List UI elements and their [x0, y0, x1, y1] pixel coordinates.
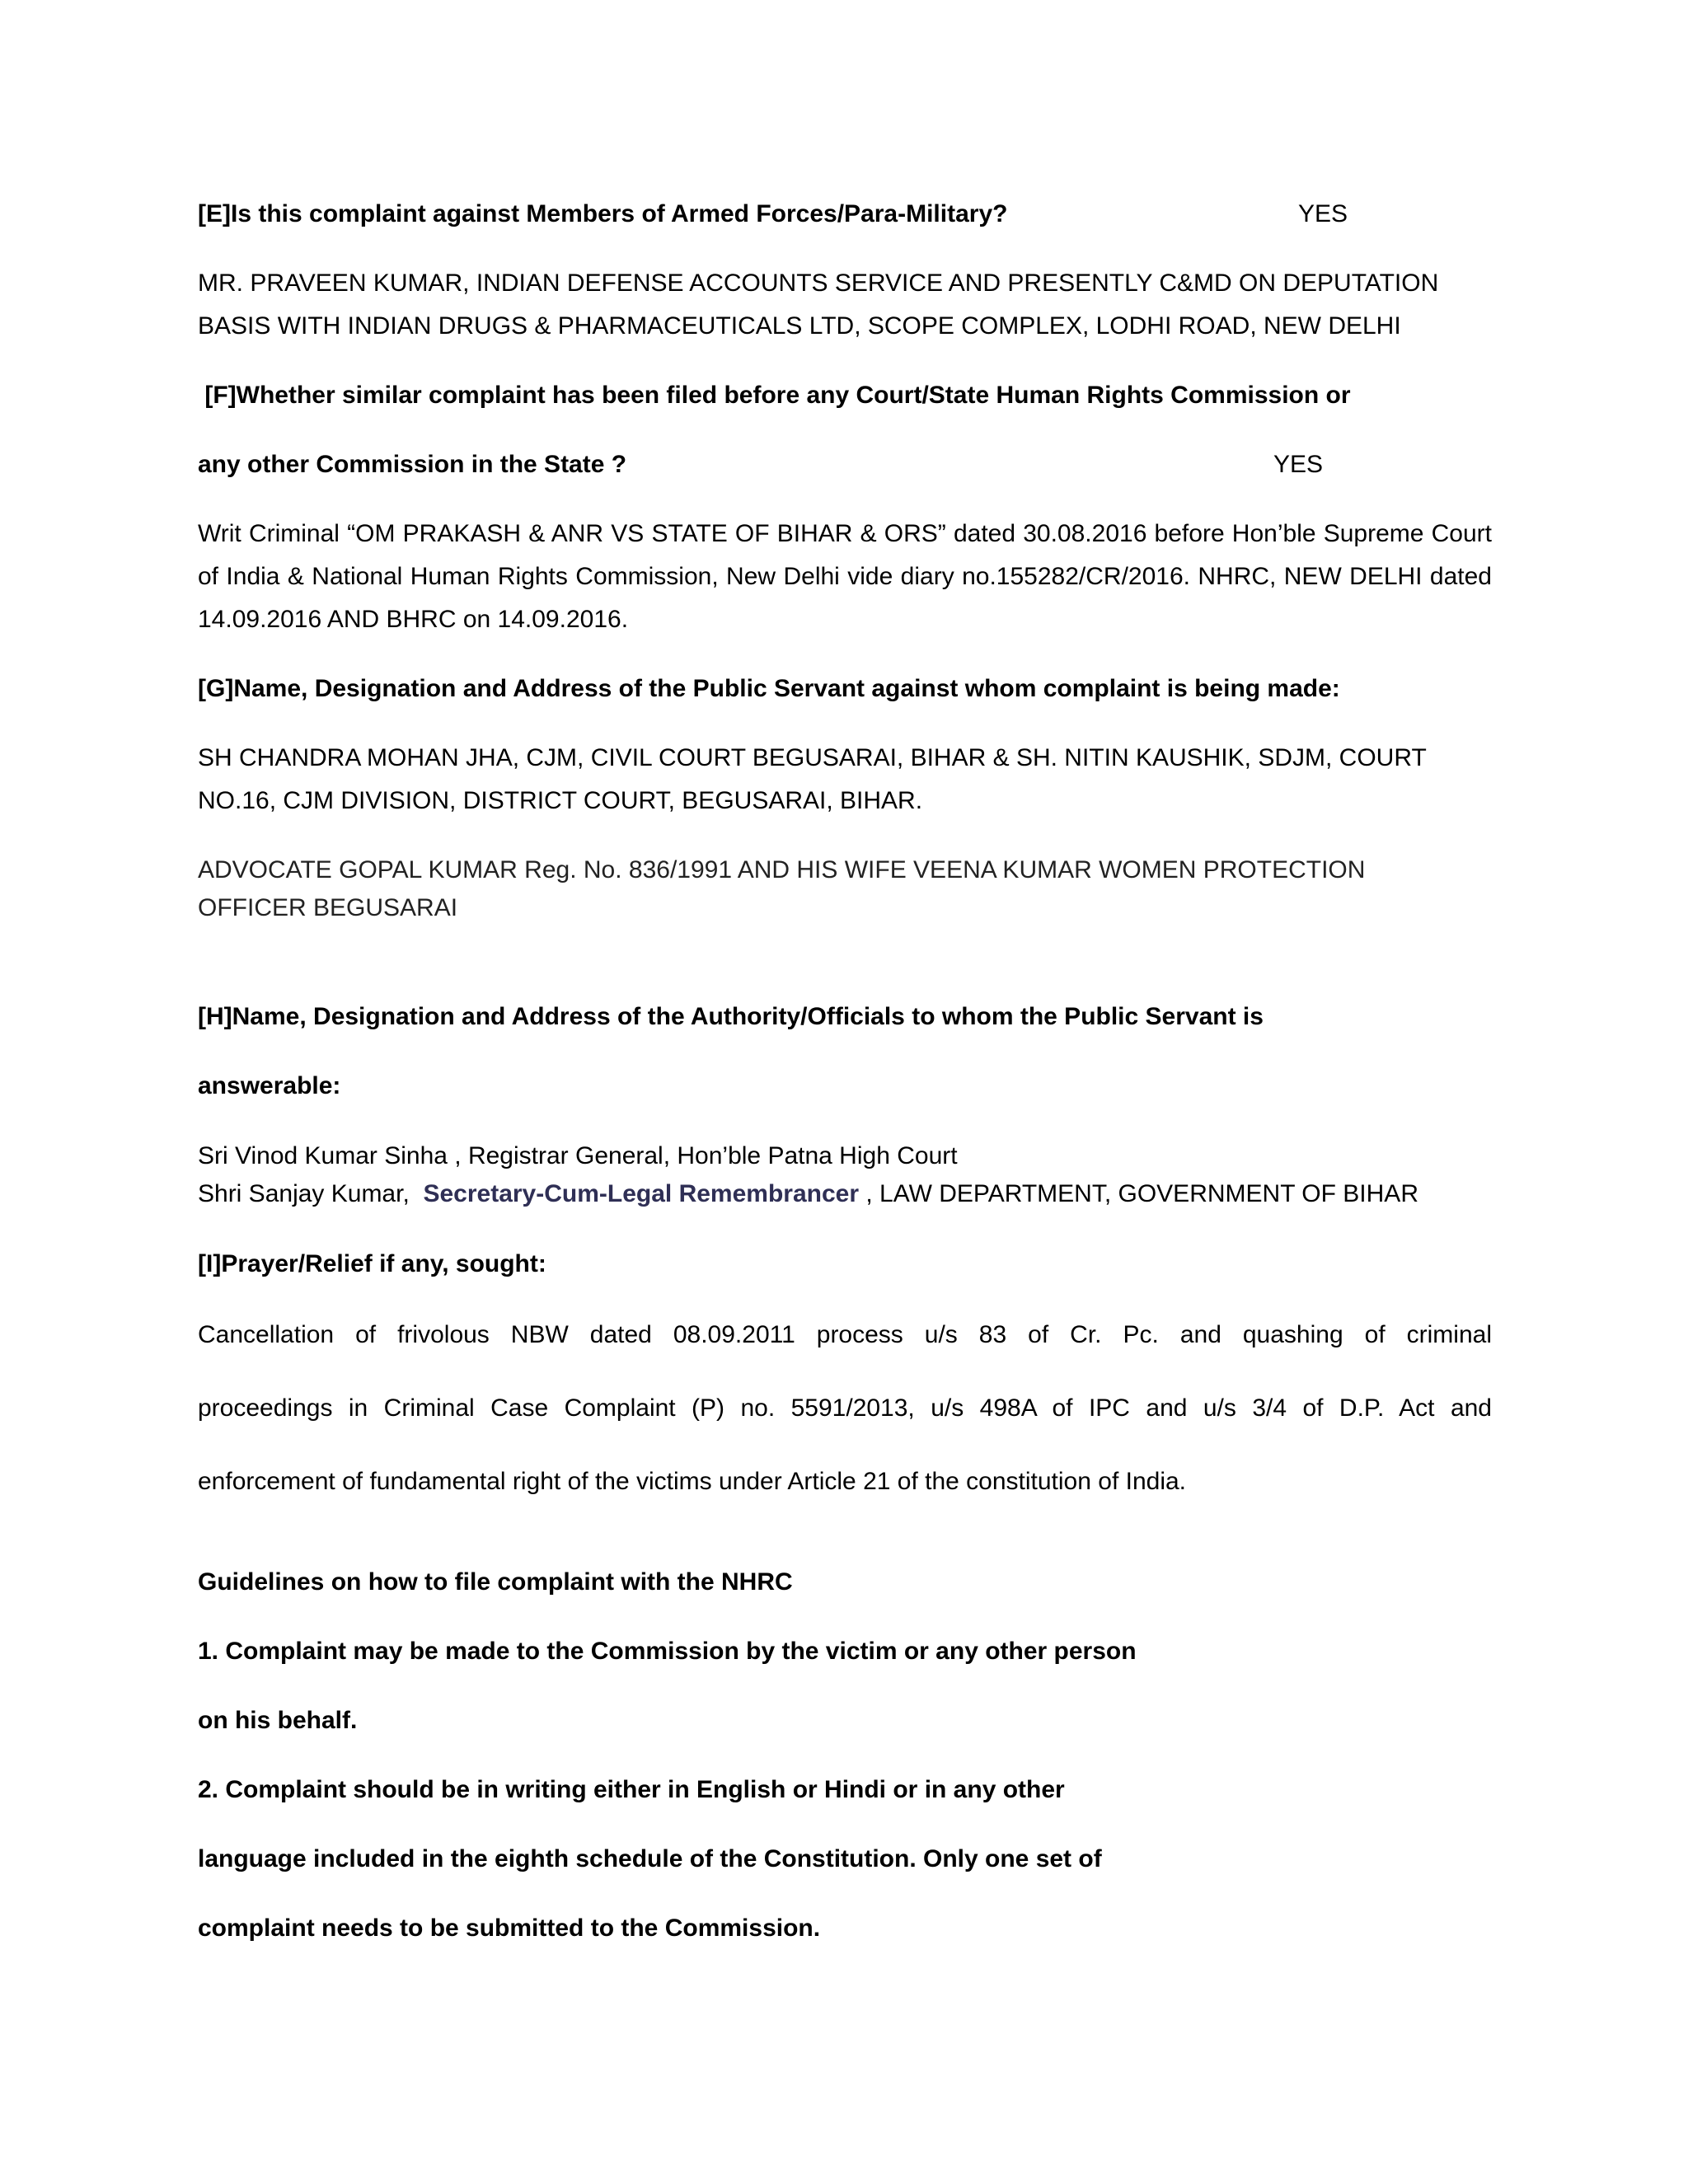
- section-e-question-row: [198, 193, 1492, 236]
- section-i-line-3: enforcement of fundamental right of the victims under Article 21 of the constitution of India.: [198, 1468, 1187, 1495]
- section-f-question-2: any other Commission in the State ?: [198, 451, 627, 478]
- section-e-detail-2: BASIS WITH INDIAN DRUGS & PHARMACEUTICALS LTD, SCOPE COMPLEX, LODHI ROAD, NEW DELHI: [198, 312, 1401, 340]
- section-g-heading: [G]Name, Designation and Address of the Public Servant against whom complaint is being made:: [198, 675, 1340, 702]
- section-g-detail-2: NO.16, CJM DIVISION, DISTRICT COURT, BEGUSARAI, BIHAR.: [198, 787, 923, 814]
- guidelines-heading: Guidelines on how to file complaint with the NHRC: [198, 1568, 793, 1596]
- section-i-line-1: Cancellation of frivolous NBW dated 08.09.2011 process u/s 83 of Cr. Pc. and quashing of criminal: [198, 1321, 1492, 1348]
- section-i-line-2: proceedings in Criminal Case Complaint (P) no. 5591/2013, u/s 498A of IPC and u/s 3/4 of D.P. Act and: [198, 1394, 1492, 1422]
- section-h-heading-2: answerable:: [198, 1072, 341, 1099]
- section-e-answer: YES: [1297, 200, 1348, 227]
- section-h-official-2: [198, 1175, 1492, 1213]
- section-h-official-1: Sri Vinod Kumar Sinha , Registrar General, Hon’ble Patna High Court: [198, 1142, 958, 1169]
- section-h-official-2-dept: , LAW DEPARTMENT, GOVERNMENT OF BIHAR: [859, 1180, 1418, 1207]
- guidelines-line: 2. Complaint should be in writing either in English or Hindi or in any other: [198, 1776, 1065, 1803]
- section-e-question: [E]Is this complaint against Members of Armed Forces/Para-Military?: [198, 200, 1008, 227]
- section-f-answer: YES: [1273, 451, 1323, 478]
- section-e-detail-1: MR. PRAVEEN KUMAR, INDIAN DEFENSE ACCOUNTS SERVICE AND PRESENTLY C&MD ON DEPUTATION: [198, 269, 1439, 297]
- section-h-official-2-name: Shri Sanjay Kumar,: [198, 1180, 424, 1207]
- guidelines-line: language included in the eighth schedule of the Constitution. Only one set of: [198, 1845, 1102, 1872]
- section-i-heading: [I]Prayer/Relief if any, sought:: [198, 1250, 546, 1277]
- guidelines-line: on his behalf.: [198, 1707, 358, 1734]
- section-g-detail-3: ADVOCATE GOPAL KUMAR Reg. No. 836/1991 AND HIS WIFE VEENA KUMAR WOMEN PROTECTION: [198, 856, 1366, 883]
- section-h-official-2-title: Secretary-Cum-Legal Remembrancer: [423, 1180, 860, 1207]
- section-g-detail-1: SH CHANDRA MOHAN JHA, CJM, CIVIL COURT BEGUSARAI, BIHAR & SH. NITIN KAUSHIK, SDJM, COURT: [198, 744, 1427, 771]
- guidelines-line: complaint needs to be submitted to the Commission.: [198, 1915, 821, 1942]
- section-f-question-1: [F]Whether similar complaint has been filed before any Court/State Human Rights Commission or: [198, 382, 1351, 409]
- guidelines-line: 1. Complaint may be made to the Commission by the victim or any other person: [198, 1638, 1137, 1665]
- section-f-question-row: [198, 443, 1492, 486]
- section-h-heading-1: [H]Name, Designation and Address of the Authority/Officials to whom the Public Servant is: [198, 1003, 1264, 1030]
- section-f-detail: Writ Criminal “OM PRAKASH & ANR VS STATE OF BIHAR & ORS” dated 30.08.2016 before Hon’ble Supreme Court of India & National Human Rights Commission, New Delhi vide diary no.155282/CR/2016. NHRC, NEW DELHI dated 14.09.2016 AND BHRC on 14.09.2016.: [198, 520, 1492, 633]
- section-g-detail-4: OFFICER BEGUSARAI: [198, 894, 458, 921]
